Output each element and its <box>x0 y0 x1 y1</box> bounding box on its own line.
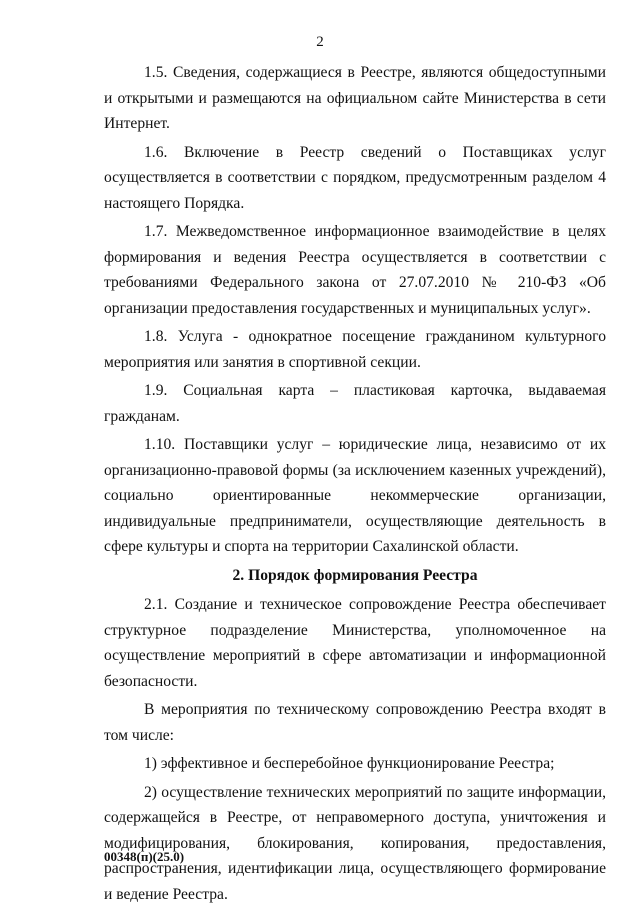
paragraph-1-8: 1.8. Услуга - однократное посещение гражданином культурного мероприятия или занятия в спортивной секции. <box>104 324 606 375</box>
paragraph-1-7: 1.7. Межведомственное информационное взаимодействие в целях формирования и ведения Реестра осуществляется в соответствии с требованиями Федерального закона от 27.07.2010 № 210-ФЗ «Об организации предоставления государственных и муниципальных услуг». <box>104 219 606 321</box>
paragraph-1-5: 1.5. Сведения, содержащиеся в Реестре, являются общедоступными и открытыми и размещаются на официальном сайте Министерства в сети Интернет. <box>104 60 606 137</box>
page-number: 2 <box>0 33 640 51</box>
paragraph-1-10: 1.10. Поставщики услуг – юридические лица, независимо от их организационно-правовой формы (за исключением казенных учреждений), социально ориентированные некоммерческие организации, индивидуальные предприниматели, осуществляющие деятельность в сфере культуры и спорта на территории Сахалинской области. <box>104 432 606 560</box>
paragraph-2-intro: В мероприятия по техническому сопровождению Реестра входят в том числе: <box>104 697 606 748</box>
section-2-heading: 2. Порядок формирования Реестра <box>104 563 606 589</box>
list-item-1: 1) эффективное и бесперебойное функционирование Реестра; <box>104 751 606 777</box>
document-body <box>104 60 606 907</box>
document-code: 00348(п)(25.0) <box>104 849 184 865</box>
paragraph-1-9: 1.9. Социальная карта – пластиковая карточка, выдаваемая гражданам. <box>104 378 606 429</box>
paragraph-2-1: 2.1. Создание и техническое сопровождение Реестра обеспечивает структурное подразделение Министерства, уполномоченное на осуществление мероприятий в сфере автоматизации и информационной безопасности. <box>104 592 606 694</box>
list-item-2: 2) осуществление технических мероприятий по защите информации, содержащейся в Реестре, от неправомерного доступа, уничтожения и модифицирования, блокирования, копирования, предоставления, распространения, идентификации лица, осуществляющего формирование и ведение Реестра. <box>104 780 606 907</box>
paragraph-1-6: 1.6. Включение в Реестр сведений о Поставщиках услуг осуществляется в соответствии с порядком, предусмотренным разделом 4 настоящего Порядка. <box>104 140 606 217</box>
